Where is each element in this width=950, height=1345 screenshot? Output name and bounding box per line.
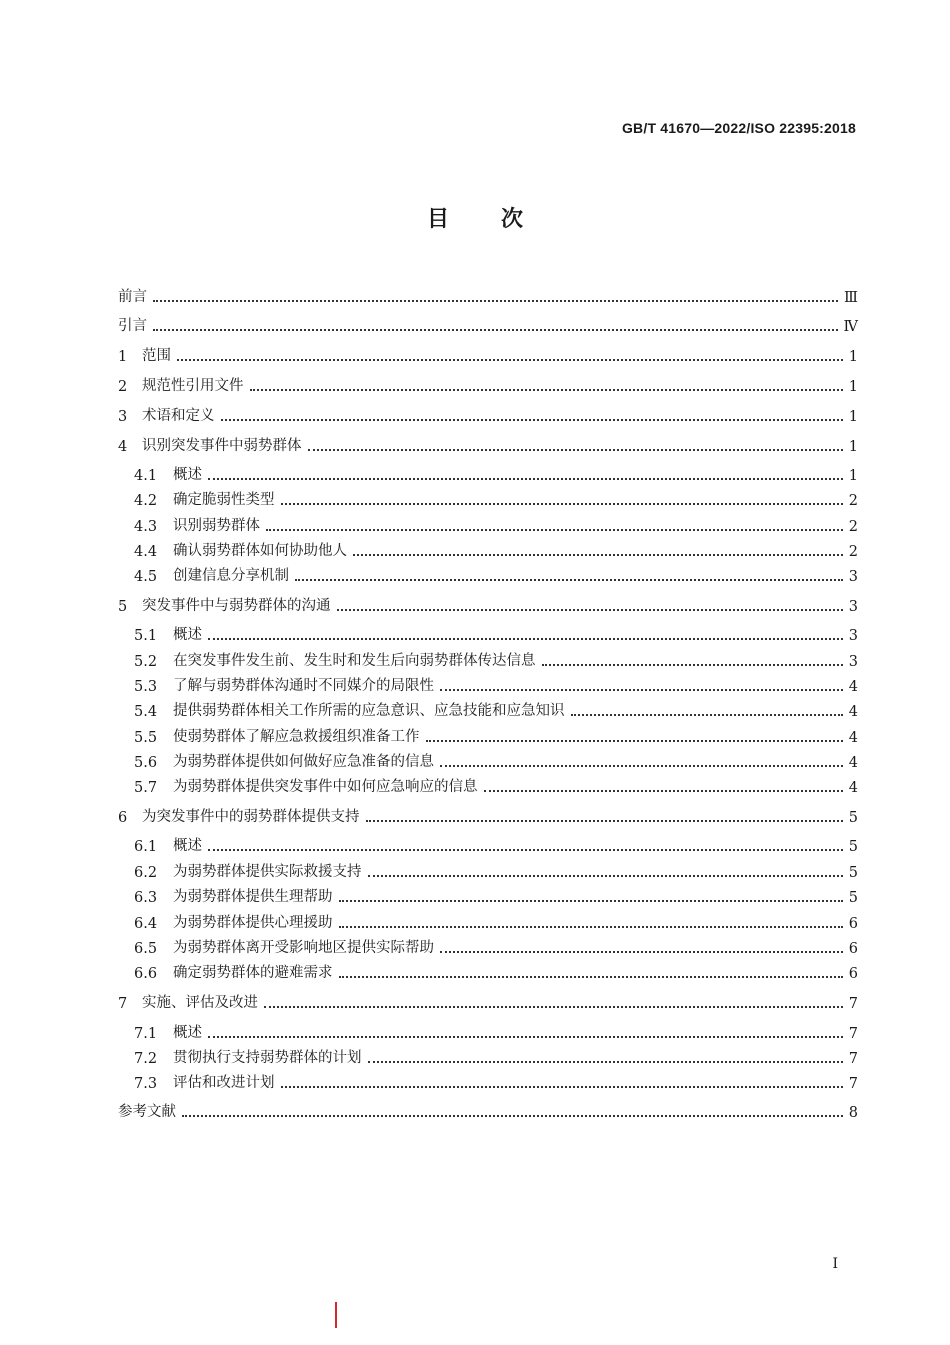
- toc-entry-page: 8: [848, 1105, 858, 1121]
- toc-entry-number: 5.3: [134, 679, 158, 695]
- toc-entry-page: 7: [848, 1026, 858, 1042]
- toc-entry-number: 5.1: [134, 628, 158, 644]
- toc-entry[interactable]: [118, 401, 858, 425]
- toc-entry[interactable]: [118, 988, 858, 1012]
- toc-entry[interactable]: [134, 882, 858, 906]
- toc-entry[interactable]: [118, 311, 858, 335]
- toc-entry-page: 3: [848, 654, 858, 670]
- red-mark: [335, 1302, 337, 1328]
- toc-entry[interactable]: [118, 341, 858, 365]
- toc-entry-label: 为弱势群体提供心理援助: [173, 915, 333, 931]
- toc-entry-label: 为突发事件中的弱势群体提供支持: [142, 809, 360, 825]
- toc-entry-number: 6.1: [134, 839, 158, 855]
- toc-entry[interactable]: [134, 536, 858, 560]
- toc-entry-number: 6.3: [134, 890, 158, 906]
- toc-entry-page: 3: [848, 599, 858, 615]
- toc-leader-dots: [353, 554, 843, 556]
- toc-entry[interactable]: [118, 802, 858, 826]
- toc-leader-dots: [366, 820, 843, 822]
- toc-leader-dots: [542, 664, 843, 666]
- toc-entry-number: 5.5: [134, 730, 158, 746]
- toc-entry-label: 为弱势群体提供突发事件中如何应急响应的信息: [173, 779, 478, 795]
- toc-entry[interactable]: [134, 958, 858, 982]
- toc-entry-label: 为弱势群体提供如何做好应急准备的信息: [173, 754, 434, 770]
- toc-entry-label: 概述: [173, 467, 202, 483]
- toc-leader-dots: [153, 329, 838, 331]
- toc-entry-page: 4: [848, 755, 858, 771]
- toc-entry-number: 7.3: [134, 1076, 158, 1092]
- toc-entry-page: 4: [848, 730, 858, 746]
- toc-entry-label: 突发事件中与弱势群体的沟通: [142, 598, 331, 614]
- toc-entry-number: 6.6: [134, 966, 158, 982]
- toc-entry-page: 4: [848, 679, 858, 695]
- toc-entry-page: 6: [848, 941, 858, 957]
- toc-leader-dots: [440, 689, 843, 691]
- toc-entry-number: 6.4: [134, 916, 158, 932]
- toc-leader-dots: [368, 1061, 843, 1063]
- toc-leader-dots: [339, 926, 843, 928]
- toc-leader-dots: [484, 790, 843, 792]
- toc-leader-dots: [208, 638, 843, 640]
- toc-entry[interactable]: [134, 933, 858, 957]
- toc-leader-dots: [368, 875, 843, 877]
- toc-leader-dots: [264, 1006, 843, 1008]
- toc-entry-number: 6.5: [134, 941, 158, 957]
- toc-entry-number: 7: [118, 996, 128, 1012]
- toc-entry-label: 规范性引用文件: [142, 378, 244, 394]
- toc-entry[interactable]: [118, 431, 858, 455]
- toc-leader-dots: [281, 1086, 843, 1088]
- toc-leader-dots: [250, 389, 843, 391]
- toc-entry-label: 创建信息分享机制: [173, 568, 289, 584]
- toc-entry[interactable]: [118, 1097, 858, 1121]
- toc-entry-page: 6: [848, 916, 858, 932]
- toc-entry-number: 3: [118, 409, 128, 425]
- page-number: I: [832, 1256, 838, 1272]
- toc-leader-dots: [182, 1115, 843, 1117]
- toc-entry-label: 贯彻执行支持弱势群体的计划: [173, 1050, 362, 1066]
- toc-entry-page: 7: [848, 996, 858, 1012]
- toc-leader-dots: [440, 765, 843, 767]
- toc-entry-label: 识别突发事件中弱势群体: [142, 438, 302, 454]
- toc-entry-number: 7.2: [134, 1051, 158, 1067]
- toc-entry-page: Ⅲ: [844, 290, 858, 306]
- toc-entry[interactable]: [118, 371, 858, 395]
- toc-entry-label: 评估和改进计划: [173, 1075, 275, 1091]
- toc-leader-dots: [339, 900, 843, 902]
- toc-entry[interactable]: [134, 772, 858, 796]
- toc-entry-page: 1: [848, 468, 858, 484]
- toc-entry[interactable]: [134, 1043, 858, 1067]
- toc-entry-label: 前言: [118, 289, 147, 305]
- toc-entry-label: 术语和定义: [142, 408, 215, 424]
- toc-leader-dots: [339, 976, 843, 978]
- toc-leader-dots: [308, 449, 843, 451]
- toc-entry-label: 识别弱势群体: [173, 518, 260, 534]
- toc-entry[interactable]: [134, 908, 858, 932]
- toc-entry-number: 4: [118, 439, 128, 455]
- toc-entry-label: 为弱势群体提供实际救援支持: [173, 864, 362, 880]
- toc-entry-page: 5: [848, 810, 858, 826]
- toc-entry-label: 确定弱势群体的避难需求: [173, 965, 333, 981]
- toc-entry-number: 5.6: [134, 755, 158, 771]
- toc-entry[interactable]: [134, 620, 858, 644]
- toc-entry-number: 7.1: [134, 1026, 158, 1042]
- toc-leader-dots: [177, 359, 843, 361]
- toc-entry-page: 6: [848, 966, 858, 982]
- toc-entry-label: 概述: [173, 1025, 202, 1041]
- toc-leader-dots: [266, 529, 843, 531]
- toc-entry-number: 5.7: [134, 780, 158, 796]
- toc-entry-label: 为弱势群体提供生理帮助: [173, 889, 333, 905]
- toc-entry-page: 1: [848, 379, 858, 395]
- toc-entry[interactable]: [134, 671, 858, 695]
- toc-entry-label: 确认弱势群体如何协助他人: [173, 543, 347, 559]
- toc-entry-label: 使弱势群体了解应急救援组织准备工作: [173, 729, 420, 745]
- toc-leader-dots: [337, 609, 843, 611]
- toc-entry-number: 2: [118, 379, 128, 395]
- toc-entry-label: 参考文献: [118, 1104, 176, 1120]
- toc-entry[interactable]: [134, 747, 858, 771]
- toc-entry-label: 在突发事件发生前、发生时和发生后向弱势群体传达信息: [173, 653, 536, 669]
- toc-leader-dots: [208, 1036, 843, 1038]
- toc-entry[interactable]: [134, 722, 858, 746]
- toc-entry[interactable]: [134, 1018, 858, 1042]
- toc-entry-number: 6.2: [134, 865, 158, 881]
- toc-entry-page: 1: [848, 349, 858, 365]
- toc-entry-page: 2: [848, 493, 858, 509]
- toc-entry-label: 为弱势群体离开受影响地区提供实际帮助: [173, 940, 434, 956]
- toc-entry-label: 范围: [142, 348, 171, 364]
- toc-entry-page: 3: [848, 569, 858, 585]
- toc-entry-number: 5.4: [134, 704, 158, 720]
- toc-entry-label: 提供弱势群体相关工作所需的应急意识、应急技能和应急知识: [173, 703, 565, 719]
- toc-entry-label: 实施、评估及改进: [142, 995, 258, 1011]
- toc-entry[interactable]: [134, 857, 858, 881]
- toc-entry[interactable]: [134, 485, 858, 509]
- toc-entry-number: 4.3: [134, 519, 158, 535]
- toc-entry[interactable]: [134, 561, 858, 585]
- toc-entry-page: 1: [848, 439, 858, 455]
- toc-entry-page: Ⅳ: [843, 319, 858, 335]
- toc-entry-label: 引言: [118, 318, 147, 334]
- toc-entry[interactable]: [134, 696, 858, 720]
- toc-entry[interactable]: [134, 1068, 858, 1092]
- toc-leader-dots: [426, 740, 843, 742]
- toc-entry-label: 确定脆弱性类型: [173, 492, 275, 508]
- toc-entry-page: 2: [848, 544, 858, 560]
- toc-leader-dots: [221, 419, 843, 421]
- toc-leader-dots: [295, 579, 843, 581]
- toc-leader-dots: [281, 503, 843, 505]
- toc-entry-page: 4: [848, 780, 858, 796]
- toc-leader-dots: [153, 300, 838, 302]
- toc-leader-dots: [208, 478, 843, 480]
- toc-entry-page: 2: [848, 519, 858, 535]
- toc-entry[interactable]: [134, 511, 858, 535]
- toc-entry-number: 6: [118, 810, 128, 826]
- toc-leader-dots: [571, 714, 843, 716]
- toc-entry-number: 5: [118, 599, 128, 615]
- toc-entry-page: 7: [848, 1076, 858, 1092]
- toc-entry-page: 5: [848, 890, 858, 906]
- toc-entry-page: 5: [848, 839, 858, 855]
- toc-entry-number: 4.1: [134, 468, 158, 484]
- toc-entry[interactable]: [118, 282, 858, 306]
- toc-entry-number: 4.5: [134, 569, 158, 585]
- toc-entry[interactable]: [134, 831, 858, 855]
- toc-entry-number: 1: [118, 349, 128, 365]
- toc-entry-number: 5.2: [134, 654, 158, 670]
- standard-code: GB/T 41670—2022/ISO 22395:2018: [621, 120, 856, 136]
- toc-entry-page: 3: [848, 628, 858, 644]
- toc-entry-number: 4.4: [134, 544, 158, 560]
- toc-entry[interactable]: [118, 591, 858, 615]
- page-title: 目次: [426, 206, 575, 232]
- toc-entry-page: 5: [848, 865, 858, 881]
- toc-entry-page: 7: [848, 1051, 858, 1067]
- toc-entry-label: 了解与弱势群体沟通时不同媒介的局限性: [173, 678, 434, 694]
- toc-entry-label: 概述: [173, 627, 202, 643]
- toc-entry[interactable]: [134, 646, 858, 670]
- toc-entry[interactable]: [134, 460, 858, 484]
- toc-leader-dots: [440, 951, 843, 953]
- toc-entry-number: 4.2: [134, 493, 158, 509]
- toc-leader-dots: [208, 849, 843, 851]
- toc-entry-page: 1: [848, 409, 858, 425]
- toc-entry-label: 概述: [173, 838, 202, 854]
- toc-entry-page: 4: [848, 704, 858, 720]
